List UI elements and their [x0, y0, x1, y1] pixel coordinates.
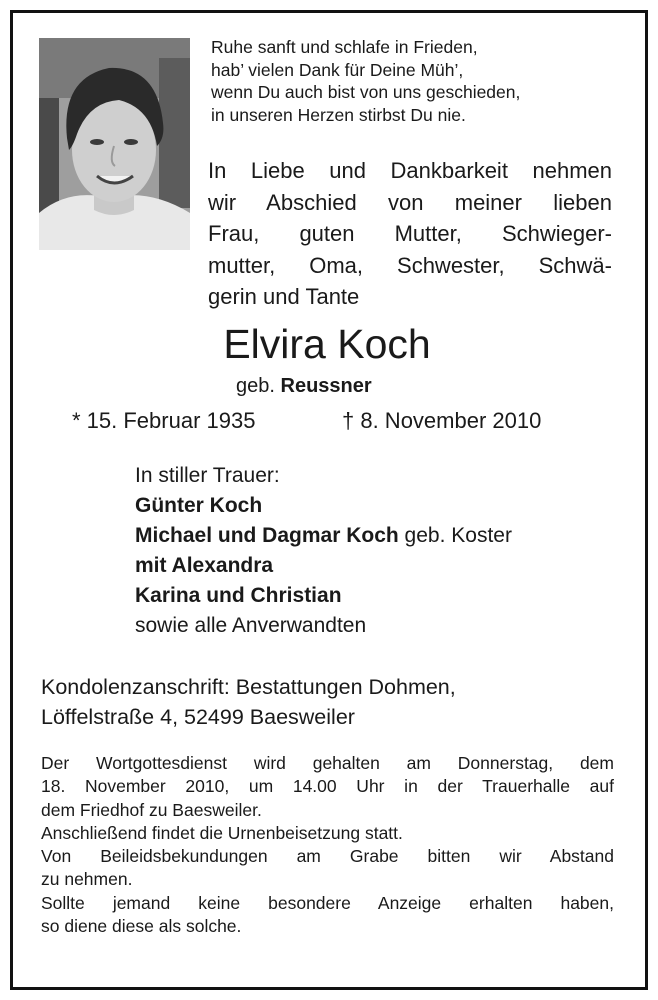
mourner-line: mit Alexandra — [135, 554, 274, 577]
intro-line: Frau, guten Mutter, Schwieger- — [208, 221, 612, 246]
death-date: † 8. November 2010 — [342, 408, 542, 433]
maiden-name — [236, 373, 372, 399]
mourner-line: Karina und Christian — [135, 584, 342, 607]
mourner-bold: Michael und Dagmar Koch — [135, 524, 399, 547]
mourner-line: sowie alle Anverwandten — [135, 614, 367, 637]
notice-line: Der Wortgottesdienst wird gehalten am Donnerstag, dem — [41, 753, 614, 773]
notice-line: 18. November 2010, um 14.00 Uhr in der Trauerhalle auf — [41, 776, 614, 797]
intro-line: wir Abschied von meiner lieben — [208, 189, 612, 215]
service-notice — [41, 752, 614, 938]
notice-line: Von Beileidsbekundungen am Grabe bitten wir Abstand — [41, 846, 614, 867]
mourner-line: Günter Koch — [135, 494, 263, 517]
mourners — [135, 461, 512, 641]
intro-line: In Liebe und Dankbarkeit nehmen — [208, 158, 612, 183]
notice-line: so diene diese als solche. — [41, 916, 242, 937]
born-prefix: geb. — [236, 375, 275, 397]
notice-line: Sollte jemand keine besondere Anzeige erhalten haben, — [41, 892, 614, 913]
intro-line: mutter, Oma, Schwester, Schwä- — [208, 252, 612, 278]
condolence-line: Löffelstraße 4, 52499 Baesweiler — [41, 705, 355, 729]
condolence-line: Kondolenzanschrift: Bestattungen Dohmen, — [41, 675, 456, 699]
portrait-photo-icon — [39, 38, 190, 250]
notice-line: dem Friedhof zu Baesweiler. — [41, 799, 262, 820]
notice-line: Anschließend findet die Urnenbeisetzung statt. — [41, 822, 403, 843]
birth-date: * 15. Februar 1935 — [72, 408, 256, 433]
poem-line: Ruhe sanft und schlafe in Frieden, — [211, 37, 478, 57]
intro-line: gerin und Tante — [208, 284, 360, 309]
poem — [211, 36, 520, 126]
condolence-address — [41, 672, 456, 732]
poem-line: hab’ vielen Dank für Deine Müh’, — [211, 59, 464, 80]
born-name: Reussner — [280, 375, 372, 397]
notice-line: zu nehmen. — [41, 869, 133, 890]
mourner-rest: geb. Koster — [398, 524, 512, 547]
poem-line: in unseren Herzen stirbst Du nie. — [211, 104, 466, 125]
mourners-heading: In stiller Trauer: — [135, 464, 280, 487]
mourner-line — [135, 521, 512, 551]
deceased-name-text: Elvira Koch — [223, 321, 431, 367]
intro-text — [208, 155, 612, 313]
deceased-name — [0, 319, 658, 369]
poem-line: wenn Du auch bist von uns geschieden, — [211, 82, 521, 102]
